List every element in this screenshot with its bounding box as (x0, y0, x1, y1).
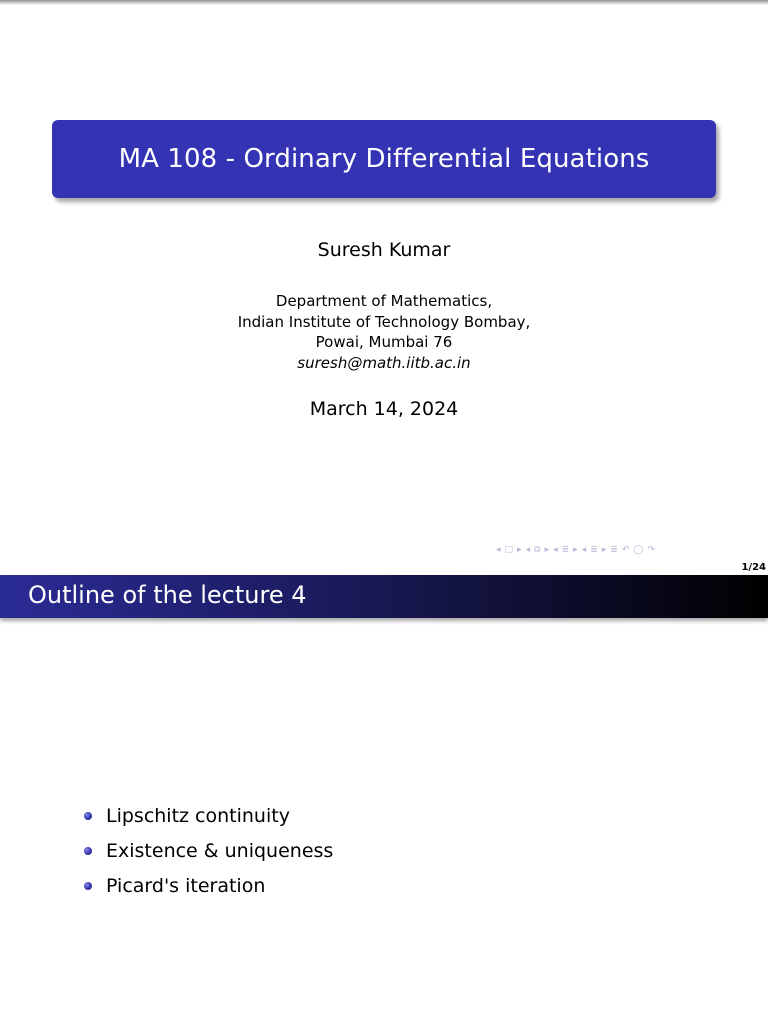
nav-frame-icon[interactable]: ⧉ (534, 545, 541, 555)
presentation-title: MA 108 - Ordinary Differential Equations (118, 144, 650, 174)
outline-item-label: Lipschitz continuity (106, 804, 290, 827)
author-email: suresh@math.iitb.ac.in (297, 353, 471, 372)
nav-slide-icon[interactable]: □ (504, 545, 514, 555)
institute-block (0, 291, 768, 373)
nav-subsection-icon[interactable]: ≣ (561, 545, 570, 555)
institute-line: Powai, Mumbai 76 (315, 333, 453, 351)
nav-section-icon[interactable]: ≣ (590, 545, 598, 555)
nav-back-icon[interactable]: ↶ (621, 545, 630, 555)
bullet-icon (84, 812, 92, 820)
outline-item-label: Existence & uniqueness (106, 839, 334, 862)
presentation-date: March 14, 2024 (309, 398, 459, 420)
author-name: Suresh Kumar (317, 239, 451, 261)
nav-prev-frame-icon[interactable]: ◂ (525, 545, 531, 555)
nav-next-slide-icon[interactable]: ▸ (517, 545, 522, 555)
bullet-icon (84, 882, 92, 890)
outline-item (84, 868, 333, 903)
nav-search-icon[interactable]: ◯ (633, 545, 644, 555)
frame-title-bar (0, 575, 768, 618)
nav-prev-section-icon[interactable]: ◂ (581, 545, 587, 555)
page-number: 1/24 (741, 562, 766, 573)
outline-item-label: Picard's iteration (106, 874, 266, 897)
nav-prev-slide-icon[interactable]: ◂ (496, 545, 501, 555)
frame-title: Outline of the lecture 4 (28, 581, 307, 609)
bullet-icon (84, 847, 92, 855)
outline-list (84, 798, 333, 903)
nav-prev-subsection-icon[interactable]: ◂ (553, 545, 558, 555)
nav-next-section-icon[interactable]: ▸ (601, 545, 607, 555)
top-edge-shadow (0, 0, 768, 5)
nav-forward-icon[interactable]: ↷ (647, 545, 656, 555)
title-box (52, 120, 716, 198)
nav-next-subsection-icon[interactable]: ▸ (573, 545, 578, 555)
nav-next-frame-icon[interactable]: ▸ (544, 545, 550, 555)
nav-document-icon[interactable]: ≣ (610, 545, 618, 555)
outline-item (84, 798, 333, 833)
beamer-navigation-bar (496, 544, 659, 556)
outline-item (84, 833, 333, 868)
institute-line: Indian Institute of Technology Bombay, (237, 312, 531, 331)
institute-line: Department of Mathematics, (275, 292, 493, 310)
